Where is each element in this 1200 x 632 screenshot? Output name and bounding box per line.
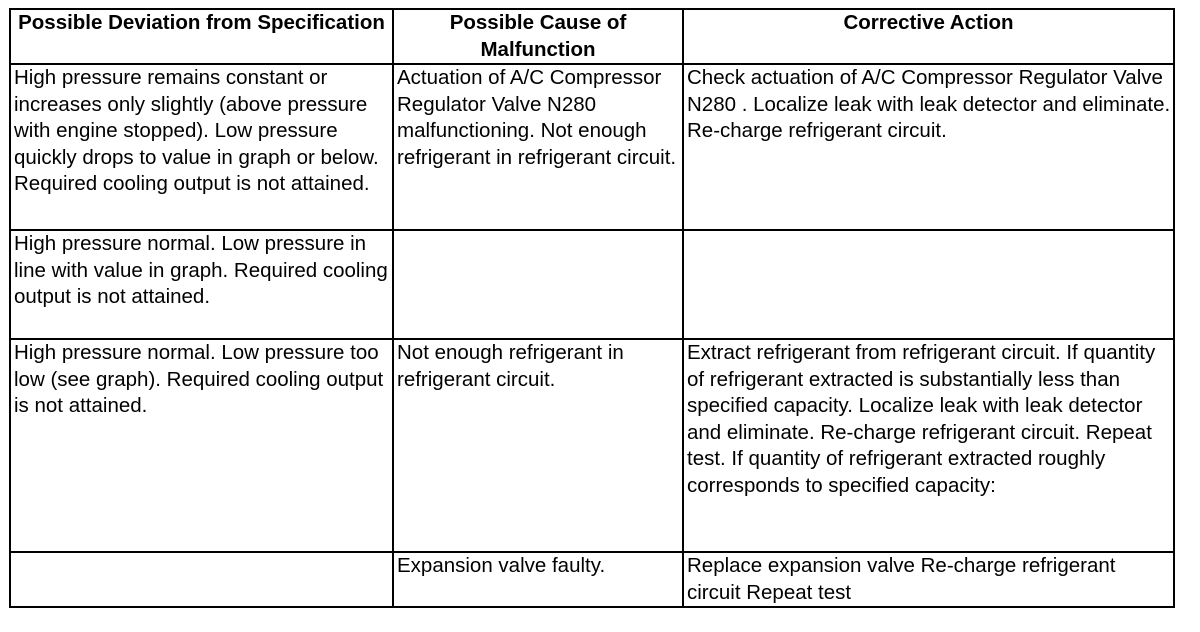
cell-deviation xyxy=(10,552,393,607)
cell-action: Check actuation of A/C Compressor Regulator Valve N280 . Localize leak with leak detector and eliminate. Re-charge refrigerant circuit. xyxy=(683,64,1174,230)
table-row xyxy=(10,230,1174,339)
table-row xyxy=(10,552,1174,607)
cell-deviation: High pressure normal. Low pressure too low (see graph). Required cooling output is not attained. xyxy=(10,339,393,552)
cell-action xyxy=(683,230,1174,339)
cell-deviation: High pressure remains constant or increases only slightly (above pressure with engine stopped). Low pressure quickly drops to value in graph or below. Required cooling output is not attained. xyxy=(10,64,393,230)
table-header-row xyxy=(10,9,1174,64)
diagnosis-table xyxy=(9,8,1175,608)
header-action: Corrective Action xyxy=(683,9,1174,64)
cell-cause: Expansion valve faulty. xyxy=(393,552,683,607)
cell-cause xyxy=(393,230,683,339)
cell-cause: Not enough refrigerant in refrigerant circuit. xyxy=(393,339,683,552)
cell-action: Replace expansion valve Re-charge refrigerant circuit Repeat test xyxy=(683,552,1174,607)
header-cause: Possible Cause of Malfunction xyxy=(393,9,683,64)
header-deviation: Possible Deviation from Specification xyxy=(10,9,393,64)
cell-action: Extract refrigerant from refrigerant circuit. If quantity of refrigerant extracted is substantially less than specified capacity. Localize leak with leak detector and eliminate. Re-charge refrigerant circuit. Repeat test. If quantity of refrigerant extracted roughly corresponds to specified capacity: xyxy=(683,339,1174,552)
table-row xyxy=(10,339,1174,552)
table-row xyxy=(10,64,1174,230)
cell-deviation: High pressure normal. Low pressure in line with value in graph. Required cooling output is not attained. xyxy=(10,230,393,339)
cell-cause: Actuation of A/C Compressor Regulator Valve N280 malfunctioning. Not enough refrigerant in refrigerant circuit. xyxy=(393,64,683,230)
